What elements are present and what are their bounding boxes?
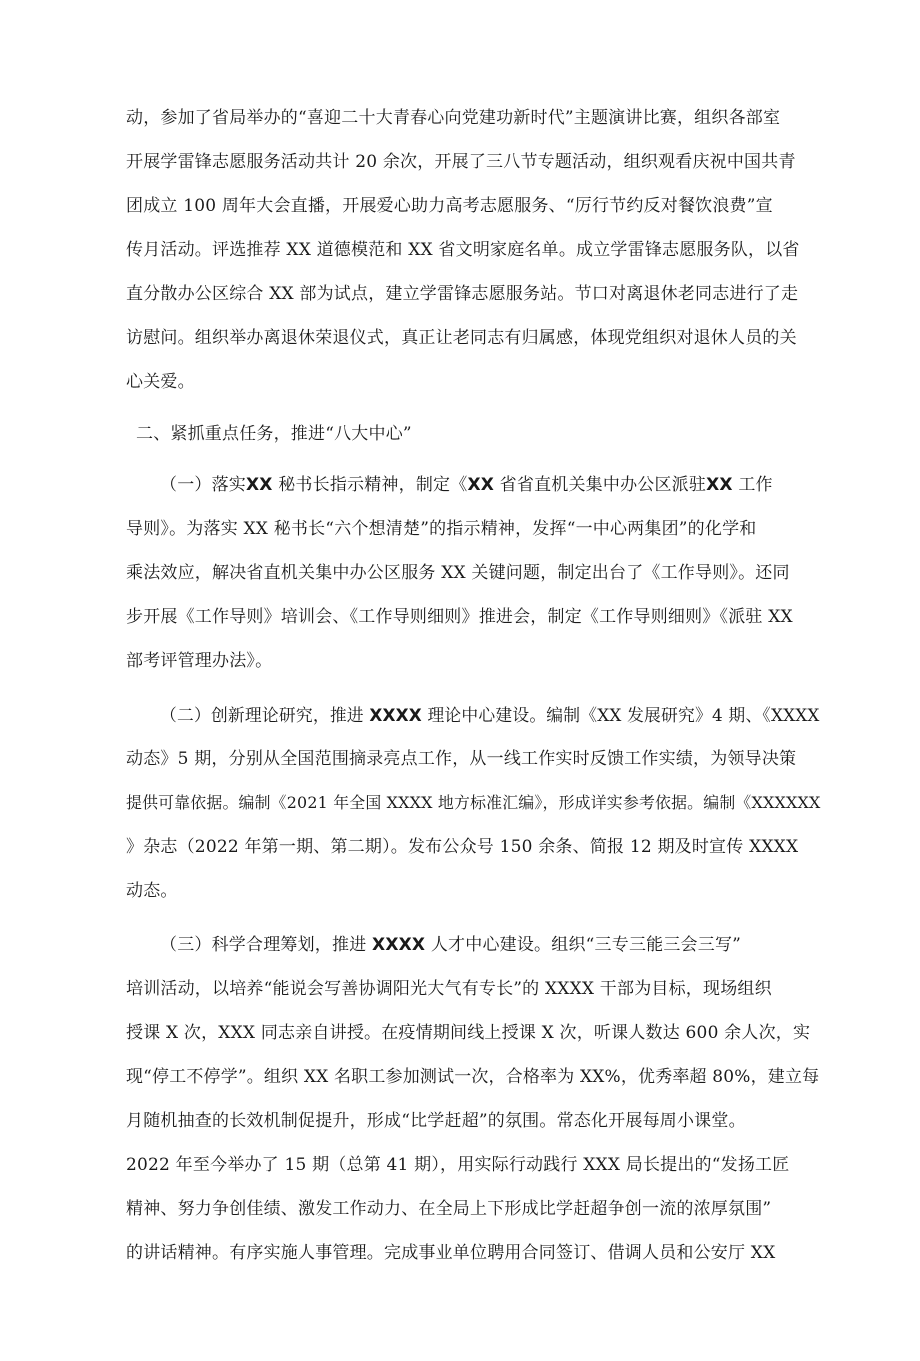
paragraph-line: 导则》。为落实 XX 秘书长“六个想清楚”的指示精神，发挥“一中心两集团”的化学和 xyxy=(126,519,757,539)
paragraph-line: 精神、努力争创佳绩、激发工作动力、在全局上下形成比学赶超争创一流的浓厚氛围” xyxy=(126,1199,772,1219)
paragraph-line: 直分散办公区综合 XX 部为试点，建立学雷锋志愿服务站。节口对离退休老同志进行了走 xyxy=(126,284,799,304)
paragraph-line: 的讲话精神。有序实施人事管理。完成事业单位聘用合同签订、借调人员和公安厅 XX xyxy=(126,1243,776,1263)
paragraph-line: 乘法效应，解决省直机关集中办公区服务 XX 关键问题，制定出台了《工作导则》。还同 xyxy=(126,563,790,583)
heading-text: 工作 xyxy=(738,475,773,495)
heading-text: （二）创新理论研究，推进 xyxy=(160,705,364,725)
paragraph-line: 提供可靠依据。编制《2021 年全国 XXXX 地方标准汇编》，形成详实参考依据。编制《XXXXXX xyxy=(126,793,821,812)
heading-text: （三）科学合理筹划，推进 xyxy=(160,935,367,955)
subsection-heading-1 xyxy=(160,473,773,497)
paragraph-line: 开展学雷锋志愿服务活动共计 20 余次，开展了三八节专题活动，组织观看庆祝中国共青 xyxy=(126,152,796,172)
paragraph-line: 现“停工不停学”。组织 XX 名职工参加测试一次，合格率为 XX%，优秀率超 80%，建立每 xyxy=(126,1067,820,1087)
heading-bold-text: XXXX xyxy=(372,935,426,955)
heading-bold-text: XX xyxy=(467,475,495,495)
paragraph-line: 心关爱。 xyxy=(126,372,195,392)
paragraph-line: 动态》5 期，分别从全国范围摘录亮点工作，从一线工作实时反馈工作实绩，为领导决策 xyxy=(126,749,797,769)
heading-bold-text: XX xyxy=(706,475,733,495)
heading-bold-text: XXXX xyxy=(369,705,422,725)
paragraph-line: 传月活动。评选推荐 XX 道德模范和 XX 省文明家庭名单。成立学雷锋志愿服务队，以省 xyxy=(126,240,800,260)
section-heading: 二、紧抓重点任务，推进“八大中心” xyxy=(136,424,412,444)
paragraph-line: 2022 年至今举办了 15 期（总第 41 期），用实际行动践行 XXX 局长提出的“发扬工匠 xyxy=(126,1155,790,1175)
paragraph-line: 步开展《工作导则》培训会、《工作导则细则》推进会，制定《工作导则细则》《派驻 XX xyxy=(126,607,793,627)
heading-text: 理论中心建设。编制《XX 发展研究》4 期、《XXXX xyxy=(427,705,820,725)
heading-text: 人才中心建设。组织“三专三能三会三写” xyxy=(430,935,742,955)
heading-bold-text: XX xyxy=(246,475,273,495)
paragraph-line: 动，参加了省局举办的“喜迎二十大青春心向党建功新时代”主题演讲比赛，组织各部室 xyxy=(126,108,781,128)
heading-text: 秘书长指示精神，制定《 xyxy=(278,475,468,495)
paragraph-line: 动态。 xyxy=(126,881,178,901)
heading-text: （一）落实 xyxy=(160,475,246,495)
subsection-heading-3 xyxy=(160,933,741,957)
paragraph-line: 团成立 100 周年大会直播，开展爱心助力高考志愿服务、“厉行节约反对餐饮浪费”宣 xyxy=(126,196,773,216)
paragraph-line: 访慰问。组织举办离退休荣退仪式，真正让老同志有归属感，体现党组织对退休人员的关 xyxy=(126,328,797,348)
paragraph-line: 部考评管理办法》。 xyxy=(126,651,273,671)
paragraph-line: 培训活动，以培养“能说会写善协调阳光大气有专长”的 XXXX 干部为目标，现场组织 xyxy=(126,979,772,999)
paragraph-line: 月随机抽查的长效机制促提升，形成“比学赶超”的氛围。常态化开展每周小课堂。 xyxy=(126,1111,746,1131)
paragraph-line: 授课 X 次，XXX 同志亲自讲授。在疫情期间线上授课 X 次，听课人数达 600 余人次，实 xyxy=(126,1023,811,1043)
heading-text: 省省直机关集中办公区派驻 xyxy=(499,475,707,495)
subsection-heading-2 xyxy=(160,703,820,727)
paragraph-line: 》杂志（2022 年第一期、第二期）。发布公众号 150 余条、简报 12 期及时宣传 XXXX xyxy=(126,837,799,857)
